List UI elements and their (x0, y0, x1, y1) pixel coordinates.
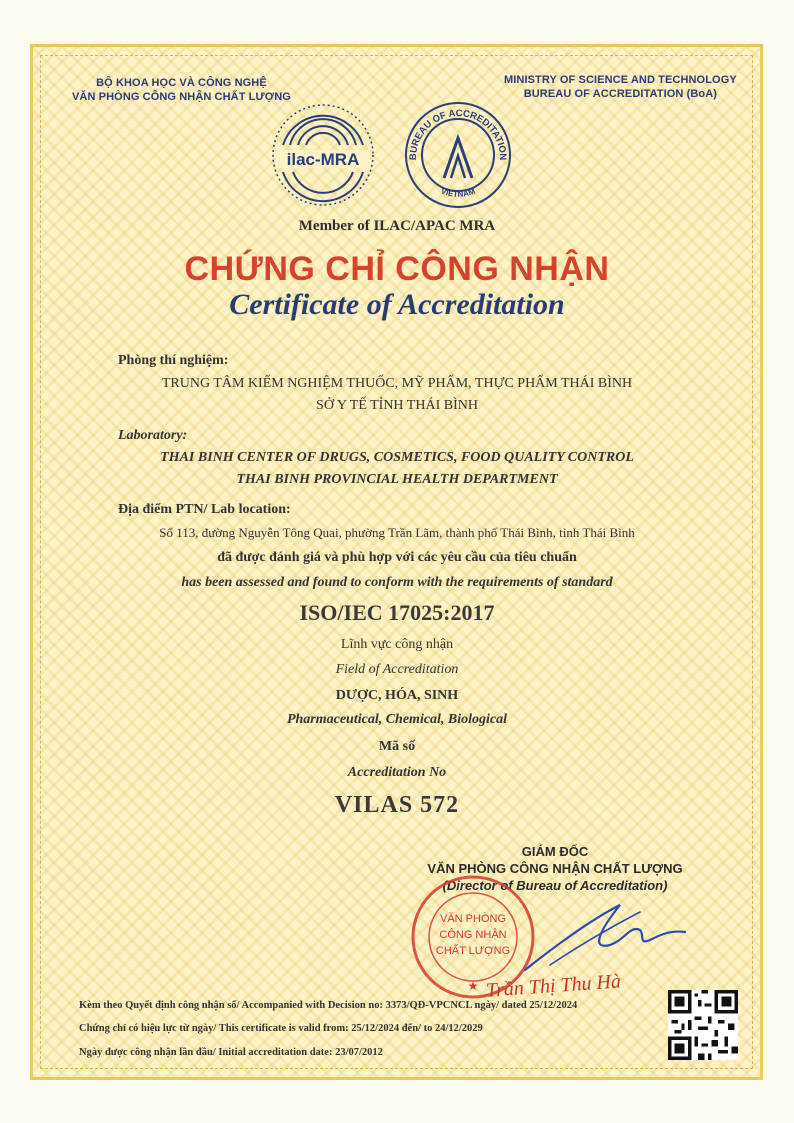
accreditation-logos (268, 100, 528, 220)
title-vietnamese: CHỨNG CHỈ CÔNG NHẬN (184, 250, 610, 288)
header-right-line2: BUREAU OF ACCREDITATION (BoA) (523, 88, 718, 100)
header-left (72, 76, 291, 104)
lab-label-vi: Phòng thí nghiệm: (118, 353, 229, 368)
qr-code-icon[interactable] (668, 990, 738, 1060)
standard: ISO/IEC 17025:2017 (299, 600, 495, 625)
conformity-en: has been assessed and found to conform with the requirements of standard (181, 575, 613, 590)
accreditation-label-en: Accreditation No (347, 765, 447, 780)
title-english: Certificate of Accreditation (229, 288, 565, 321)
stamp-line-2: CÔNG NHẬN (439, 929, 507, 941)
member-line: Member of ILAC/APAC MRA (298, 218, 496, 234)
handwritten-signature-icon (520, 890, 690, 980)
footer-initial-date: Ngày được công nhận lần đầu/ Initial accreditation date: 23/07/2012 (79, 1047, 383, 1058)
lab-name-vi: TRUNG TÂM KIỂM NGHIỆM THUỐC, MỸ PHẨM, THỰC PHẨM THÁI BÌNH (161, 376, 633, 391)
ilac-logo-text: ilac-MRA (286, 150, 360, 169)
footer-decision: Kèm theo Quyết định công nhận số/ Accompanied with Decision no: 3373/QĐ-VPCNCL ngày/ dated 25/12/2024 (79, 1000, 578, 1011)
lab-org-vi: SỞ Y TẾ TỈNH THÁI BÌNH (316, 398, 478, 413)
ilac-mra-logo-icon (273, 105, 373, 205)
lab-address: Số 113, đường Nguyễn Tông Quai, phường Trần Lãm, thành phố Thái Bình, tỉnh Thái Bình (159, 525, 635, 540)
header-right-line1: MINISTRY OF SCIENCE AND TECHNOLOGY (504, 74, 737, 86)
accreditation-number: VILAS 572 (334, 792, 460, 818)
boa-ring-bottom-text: VIETNAM (439, 186, 477, 199)
lab-label-en: Laboratory: (118, 428, 188, 443)
field-value-vi: DƯỢC, HÓA, SINH (335, 688, 459, 703)
signer-title-3: (Director of Bureau of Accreditation) (442, 878, 668, 893)
header-left-line1: BỘ KHOA HỌC VÀ CÔNG NGHỆ (96, 77, 267, 89)
signer-title-2: VĂN PHÒNG CÔNG NHẬN CHẤT LƯỢNG (427, 861, 683, 876)
field-label-en: Field of Accreditation (335, 662, 459, 677)
stamp-line-3: CHẤT LƯỢNG (435, 945, 511, 957)
svg-text:★: ★ (467, 979, 479, 993)
stamp-line-1: VĂN PHÒNG (439, 913, 507, 925)
lab-name-en: THAI BINH CENTER OF DRUGS, COSMETICS, FOOD QUALITY CONTROL (160, 450, 634, 465)
boa-seal-icon (406, 103, 510, 207)
field-label-vi: Lĩnh vực công nhận (340, 637, 454, 652)
signer-name: Trần Thị Thu Hà (485, 970, 622, 1002)
conformity-vi: đã được đánh giá và phù hợp với các yêu cầu của tiêu chuẩn (217, 550, 577, 565)
accreditation-label-vi: Mã số (378, 739, 416, 754)
signer-title-1: GIÁM ĐỐC (521, 844, 589, 859)
field-value-en: Pharmaceutical, Chemical, Biological (286, 712, 508, 727)
lab-location-label: Địa điểm PTN/ Lab location: (118, 502, 291, 517)
header-right (504, 73, 737, 101)
lab-org-en: THAI BINH PROVINCIAL HEALTH DEPARTMENT (236, 472, 558, 487)
header-left-line2: VĂN PHÒNG CÔNG NHẬN CHẤT LƯỢNG (72, 91, 291, 103)
boa-ring-top-text: BUREAU OF ACCREDITATION (407, 107, 509, 161)
footer-validity: Chứng chỉ có hiệu lực từ ngày/ This certificate is valid from: 25/12/2024 đến/ to 24/12/2029 (79, 1023, 483, 1034)
svg-text:VIETNAM (440, 186, 477, 198)
